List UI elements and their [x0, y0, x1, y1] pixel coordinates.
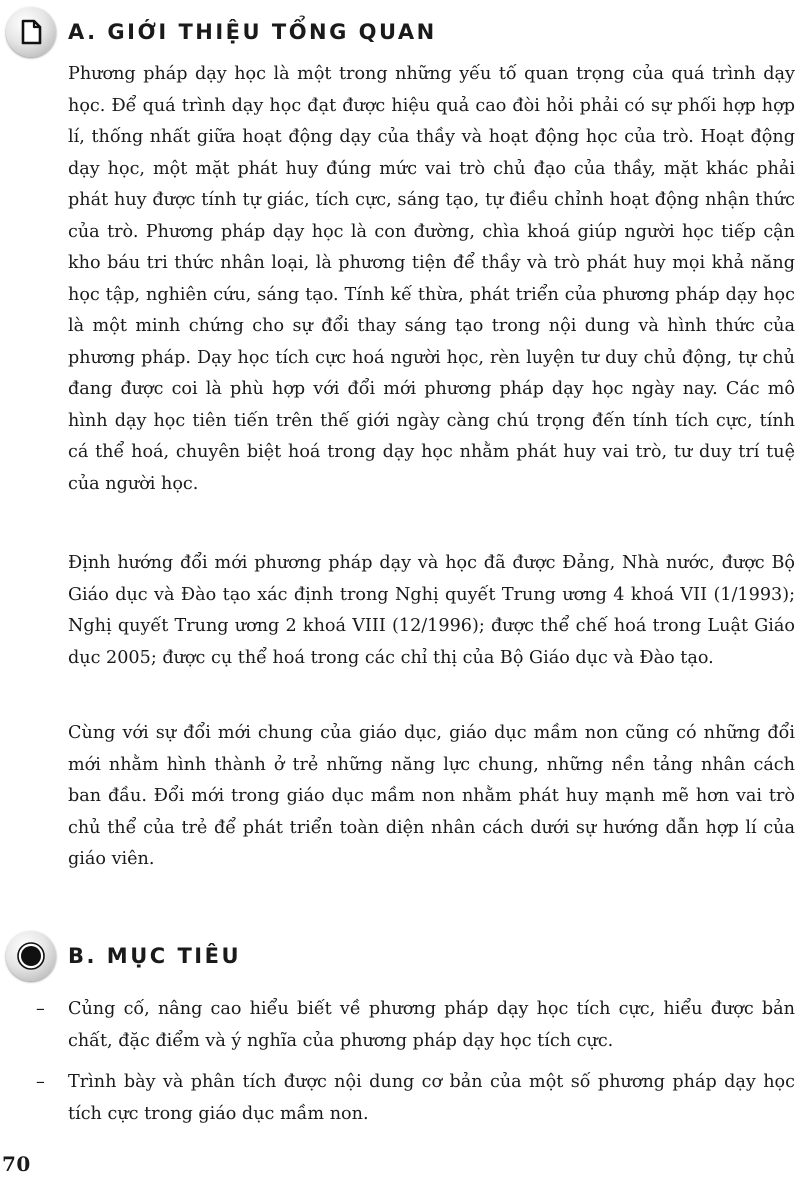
document-icon	[6, 7, 56, 57]
bullet-dash: –	[36, 999, 45, 1019]
target-icon	[6, 931, 56, 981]
section-a-header	[6, 6, 437, 58]
section-b-title: B. MỤC TIÊU	[68, 944, 242, 968]
intro-paragraph-1: Phương pháp dạy học là một trong những yếu tố quan trọng của quá trình dạy học. Để quá trình dạy học đạt được hiệu quả cao đòi hỏi phải có sự phối hợp hợp lí, thống nhất giữa hoạt động dạy của thầy và hoạt động học của trò. Hoạt động dạy học, một mặt phát huy đúng mức vai trò chủ đạo của thầy, mặt khác phải phát huy được tính tự giác, tích cực, sáng tạo, tự điều chỉnh hoạt động nhận thức của trò. Phương pháp dạy học là con đường, chìa khoá giúp người học tiếp cận kho báu tri thức nhân loại, là phương tiện để thầy và trò phát huy mọi khả năng học tập, nghiên cứu, sáng tạo. Tính kế thừa, phát triển của phương pháp dạy học là một minh chứng cho sự đổi thay sáng tạo trong nội dung và hình thức của phương pháp. Dạy học tích cực hoá người học, rèn luyện tư duy chủ động, tự chủ đang được coi là phù hợp với đổi mới phương pháp dạy học ngày nay. Các mô hình dạy học tiên tiến trên thế giới ngày càng chú trọng đến tính tích cực, tính cá thể hoá, chuyên biệt hoá trong dạy học nhằm phát huy vai trò, tư duy trí tuệ của người học.	[68, 64, 795, 494]
intro-paragraph-2: Định hướng đổi mới phương pháp dạy và học đã được Đảng, Nhà nước, được Bộ Giáo dục và Đào tạo xác định trong Nghị quyết Trung ương 4 khoá VII (1/1993); Nghị quyết Trung ương 2 khoá VIII (12/1996); được thể chế hoá trong Luật Giáo dục 2005; được cụ thể hoá trong các chỉ thị của Bộ Giáo dục và Đào tạo.	[68, 553, 795, 668]
objective-item-2	[36, 1067, 795, 1130]
page-number: 70	[2, 1152, 31, 1176]
section-b-header	[6, 930, 241, 982]
objective-item-1	[36, 994, 795, 1057]
intro-paragraph-3: Cùng với sự đổi mới chung của giáo dục, giáo dục mầm non cũng có những đổi mới nhằm hình thành ở trẻ những năng lực chung, những nền tảng nhân cách ban đầu. Đổi mới trong giáo dục mầm non nhằm phát huy mạnh mẽ hơn vai trò chủ thể của trẻ để phát triển toàn diện nhân cách dưới sự hướng dẫn hợp lí của giáo viên.	[68, 723, 795, 869]
objective-text-1: Củng cố, nâng cao hiểu biết về phương pháp dạy học tích cực, hiểu được bản chất, đặc điểm và ý nghĩa của phương pháp dạy học tích cực.	[68, 999, 795, 1051]
section-a-title: A. GIỚI THIỆU TỔNG QUAN	[68, 20, 437, 44]
bullet-dash: –	[36, 1072, 45, 1092]
objective-text-2: Trình bày và phân tích được nội dung cơ bản của một số phương pháp dạy học tích cực trong giáo dục mầm non.	[68, 1072, 795, 1124]
